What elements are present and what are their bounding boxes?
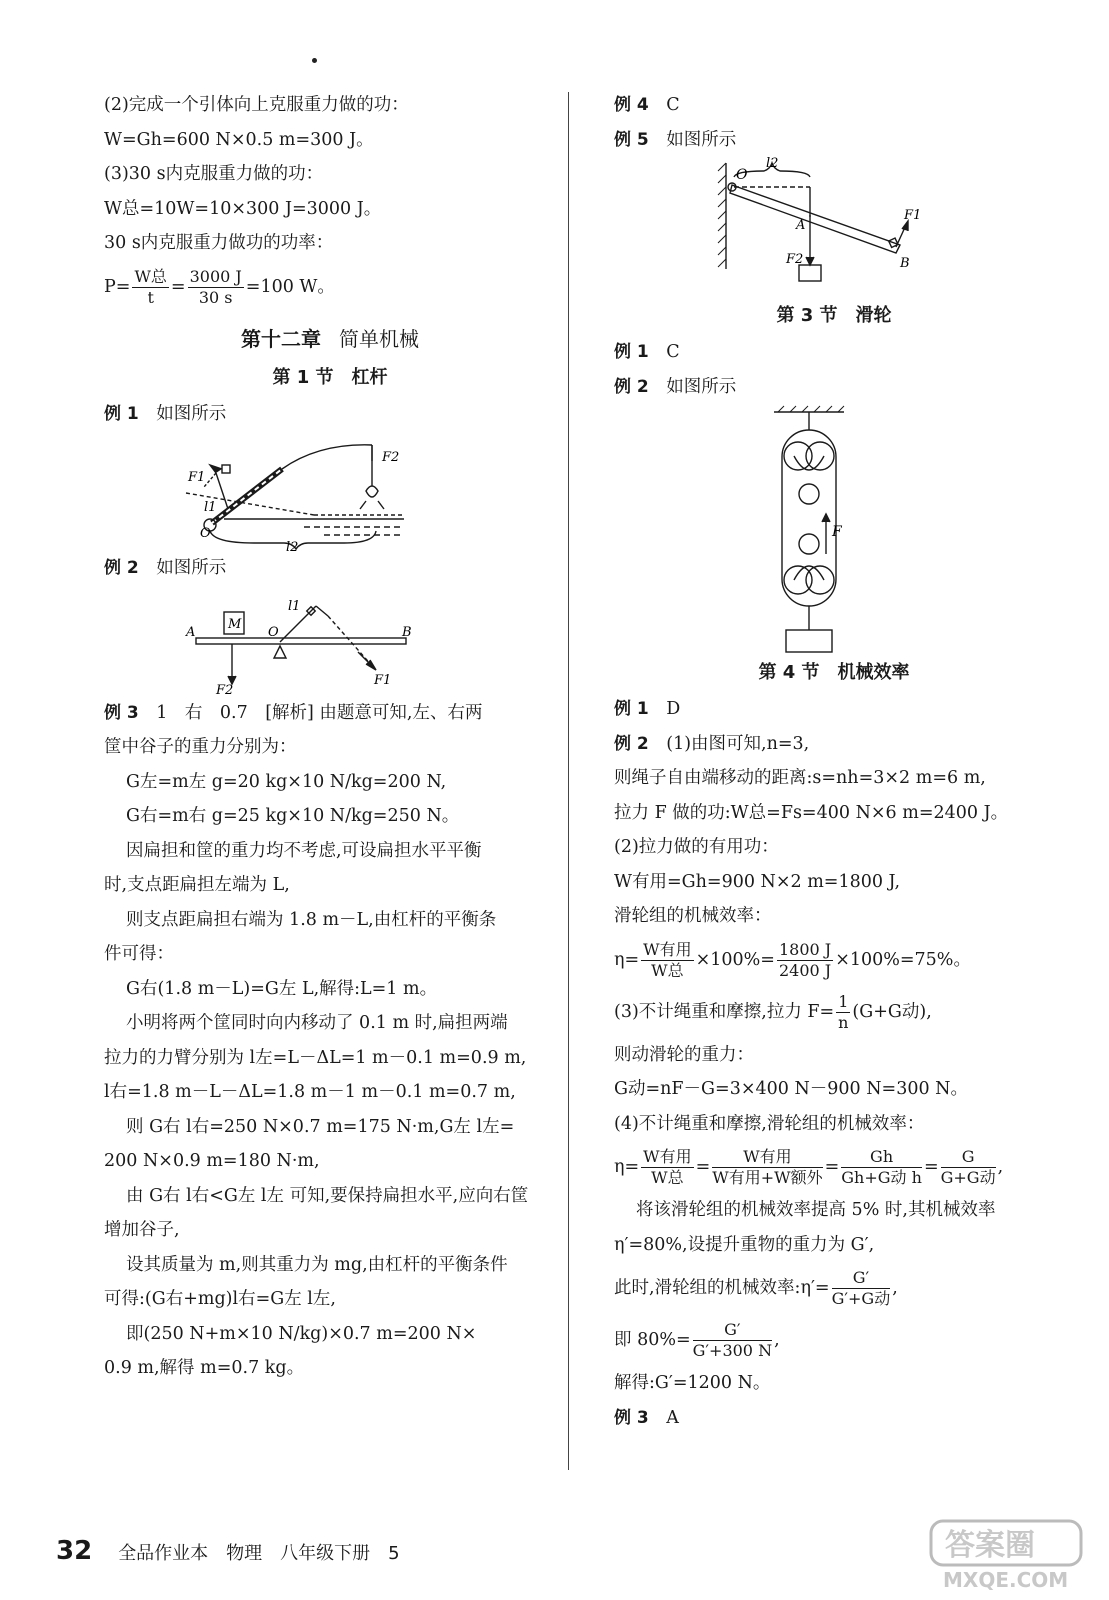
label-l2: l2 — [286, 540, 299, 551]
text-line: 拉力的力臂分别为 l左=L－ΔL=1 m－0.1 m=0.9 m, — [104, 1047, 527, 1068]
text-line: 设其质量为 m,则其重力为 mg,由杠杆的平衡条件 — [126, 1254, 508, 1275]
text-line: 时,支点距扁担左端为 L, — [104, 875, 290, 895]
force-equation: (3)不计绳重和摩擦,拉力 F= $\frac{1}{n}$ (G+G动), — [614, 991, 932, 1032]
text-line: 拉力 F 做的功:W总=Fs=400 N×6 m=2400 J。 — [614, 802, 1009, 823]
label-l1: l1 — [204, 500, 217, 515]
label-f: F — [832, 524, 842, 540]
text-line: 由 G右 l右<G左 l左 可知,要保持扁担水平,应向右筐 — [126, 1185, 529, 1206]
example-3: 例 3 A — [614, 1407, 679, 1428]
svg-text:答案圈: 答案圈 — [945, 1528, 1035, 1563]
footer-title: 全品作业本 物理 八年级下册 5 — [118, 1543, 400, 1564]
text-line: 滑轮组的机械效率： — [614, 906, 772, 926]
text-line: W=Gh=600 N×0.5 m=300 J。 — [104, 129, 374, 150]
example-2: 例 2 如图所示 — [614, 376, 737, 397]
label-a: A — [796, 218, 806, 233]
efficiency-derivation: η= $\frac{\text{W有用}}{\text{W总}}$ = $\frac{\text{W有用}}{\text{W有用+W额外}}$ = $\frac{Gh}{\text{Gh+G动 h}}$ = $\frac{G}{\text{G+G动}}$ , — [614, 1147, 1004, 1187]
text-line: 即(250 N+m×10 N/kg)×0.7 m=200 N× — [126, 1323, 477, 1344]
example-1: 例 1 C — [614, 342, 680, 362]
pulley-figure — [614, 404, 1054, 654]
text-line: G左=m左 g=20 kg×10 N/kg=200 N, — [126, 771, 447, 792]
example-1: 例 1 D — [614, 699, 681, 719]
label-m: M — [228, 616, 242, 632]
example-2: 例 2 (1)由图可知,n=3, — [614, 733, 810, 754]
lever-figure-1 — [104, 431, 556, 551]
label-f2: F2 — [216, 682, 234, 696]
text-line: 0.9 m,解得 m=0.7 kg。 — [104, 1358, 305, 1378]
example-3: 例 3 1 右 0.7 [解析] 由题意可知,左、右两 — [104, 702, 483, 723]
text-line: 将该滑轮组的机械效率提高 5% 时,其机械效率 — [636, 1200, 996, 1220]
label-f1: F1 — [188, 470, 206, 485]
section-title: 第 1 节 杠杆 — [272, 366, 388, 388]
text-line: 筐中谷子的重力分别为： — [104, 737, 297, 757]
text-line: G右=m右 g=25 kg×10 N/kg=250 N。 — [126, 806, 460, 826]
power-equation: P= $\frac{\text{W总}}{t}$ = $\frac{3000 J}{30 s}$ =100 W。 — [104, 266, 335, 307]
label-f2: F2 — [786, 252, 804, 267]
lever-figure-3 — [614, 157, 1054, 297]
text-line: 小明将两个筐同时向内移动了 0.1 m 时,扁担两端 — [126, 1013, 508, 1033]
text-line: (2)拉力做的有用功： — [614, 837, 779, 857]
column-divider — [568, 92, 569, 1470]
label-a: A — [186, 624, 196, 640]
label-b: B — [900, 256, 910, 271]
example-1: 例 1 如图所示 — [104, 403, 227, 424]
watermark-logo — [927, 1515, 1097, 1595]
efficiency-equation: η= $\frac{\text{W有用}}{\text{W总}}$ ×100%= $\frac{1800 J}{2400 J}$ ×100%=75%。 — [614, 939, 971, 980]
stray-dot — [312, 58, 317, 63]
text-line: η′=80%,设提升重物的重力为 G′, — [614, 1234, 875, 1255]
chapter-title: 第十二章 简单机械 — [241, 326, 419, 351]
text-line: 件可得： — [104, 944, 174, 964]
text-line: 因扁担和筐的重力均不考虑,可设扁担水平平衡 — [126, 840, 482, 861]
text-line: 则动滑轮的重力： — [614, 1044, 754, 1065]
text-line: (3)30 s内克服重力做的功： — [104, 164, 324, 184]
label-o: O — [268, 624, 279, 640]
label-f1: F1 — [904, 208, 922, 223]
solve-equation: 即 80%= $\frac{G'}{G'+300 N}$ , — [614, 1320, 780, 1360]
example-4: 例 4 C — [614, 95, 680, 115]
label-l2: l2 — [766, 157, 779, 171]
label-o: O — [736, 167, 748, 183]
text-line: G动=nF－G=3×400 N－900 N=300 N。 — [614, 1079, 968, 1099]
page-number: 32 — [56, 1536, 93, 1566]
left-column — [104, 88, 556, 1386]
text-line: 30 s内克服重力做功的功率： — [104, 233, 334, 253]
text-line: (2)完成一个引体向上克服重力做的功： — [104, 95, 409, 115]
efficiency-new-equation: 此时,滑轮组的机械效率:η′= $\frac{G'}{\text{G′+G动}}$ , — [614, 1268, 898, 1308]
text-line: 则 G右 l右=250 N×0.7 m=175 N·m,G左 l左= — [126, 1116, 515, 1137]
footer — [56, 1536, 400, 1566]
right-column — [614, 88, 1054, 1435]
text-line: 200 N×0.9 m=180 N·m, — [104, 1151, 320, 1171]
text-line: W总=10W=10×300 J=3000 J。 — [104, 198, 382, 219]
section-title: 第 3 节 滑轮 — [776, 305, 892, 326]
label-o: O — [200, 526, 211, 541]
text-line: 解得:G′=1200 N。 — [614, 1373, 771, 1393]
text-line: G右(1.8 m－L)=G左 L,解得:L=1 m。 — [126, 978, 438, 999]
text-line: (4)不计绳重和摩擦,滑轮组的机械效率： — [614, 1113, 925, 1134]
text-line: 可得:(G右+mg)l右=G左 l左, — [104, 1289, 336, 1309]
svg-text:MXQE.COM: MXQE.COM — [943, 1568, 1069, 1592]
example-2: 例 2 如图所示 — [104, 558, 227, 578]
label-f2: F2 — [382, 450, 400, 465]
text-line: 增加谷子, — [104, 1220, 180, 1240]
lever-figure-2 — [104, 586, 556, 696]
label-l1: l1 — [288, 598, 301, 614]
text-line: 则绳子自由端移动的距离:s=nh=3×2 m=6 m, — [614, 768, 986, 788]
text-line: 则支点距扁担右端为 1.8 m－L,由杠杆的平衡条 — [126, 909, 497, 930]
label-f1: F1 — [374, 672, 392, 688]
text-line: W有用=Gh=900 N×2 m=1800 J, — [614, 871, 901, 892]
example-5: 例 5 如图所示 — [614, 129, 737, 150]
section-title: 第 4 节 机械效率 — [758, 662, 910, 683]
label-b: B — [402, 624, 412, 640]
text-line: l右=1.8 m－L－ΔL=1.8 m－1 m－0.1 m=0.7 m, — [104, 1082, 516, 1102]
